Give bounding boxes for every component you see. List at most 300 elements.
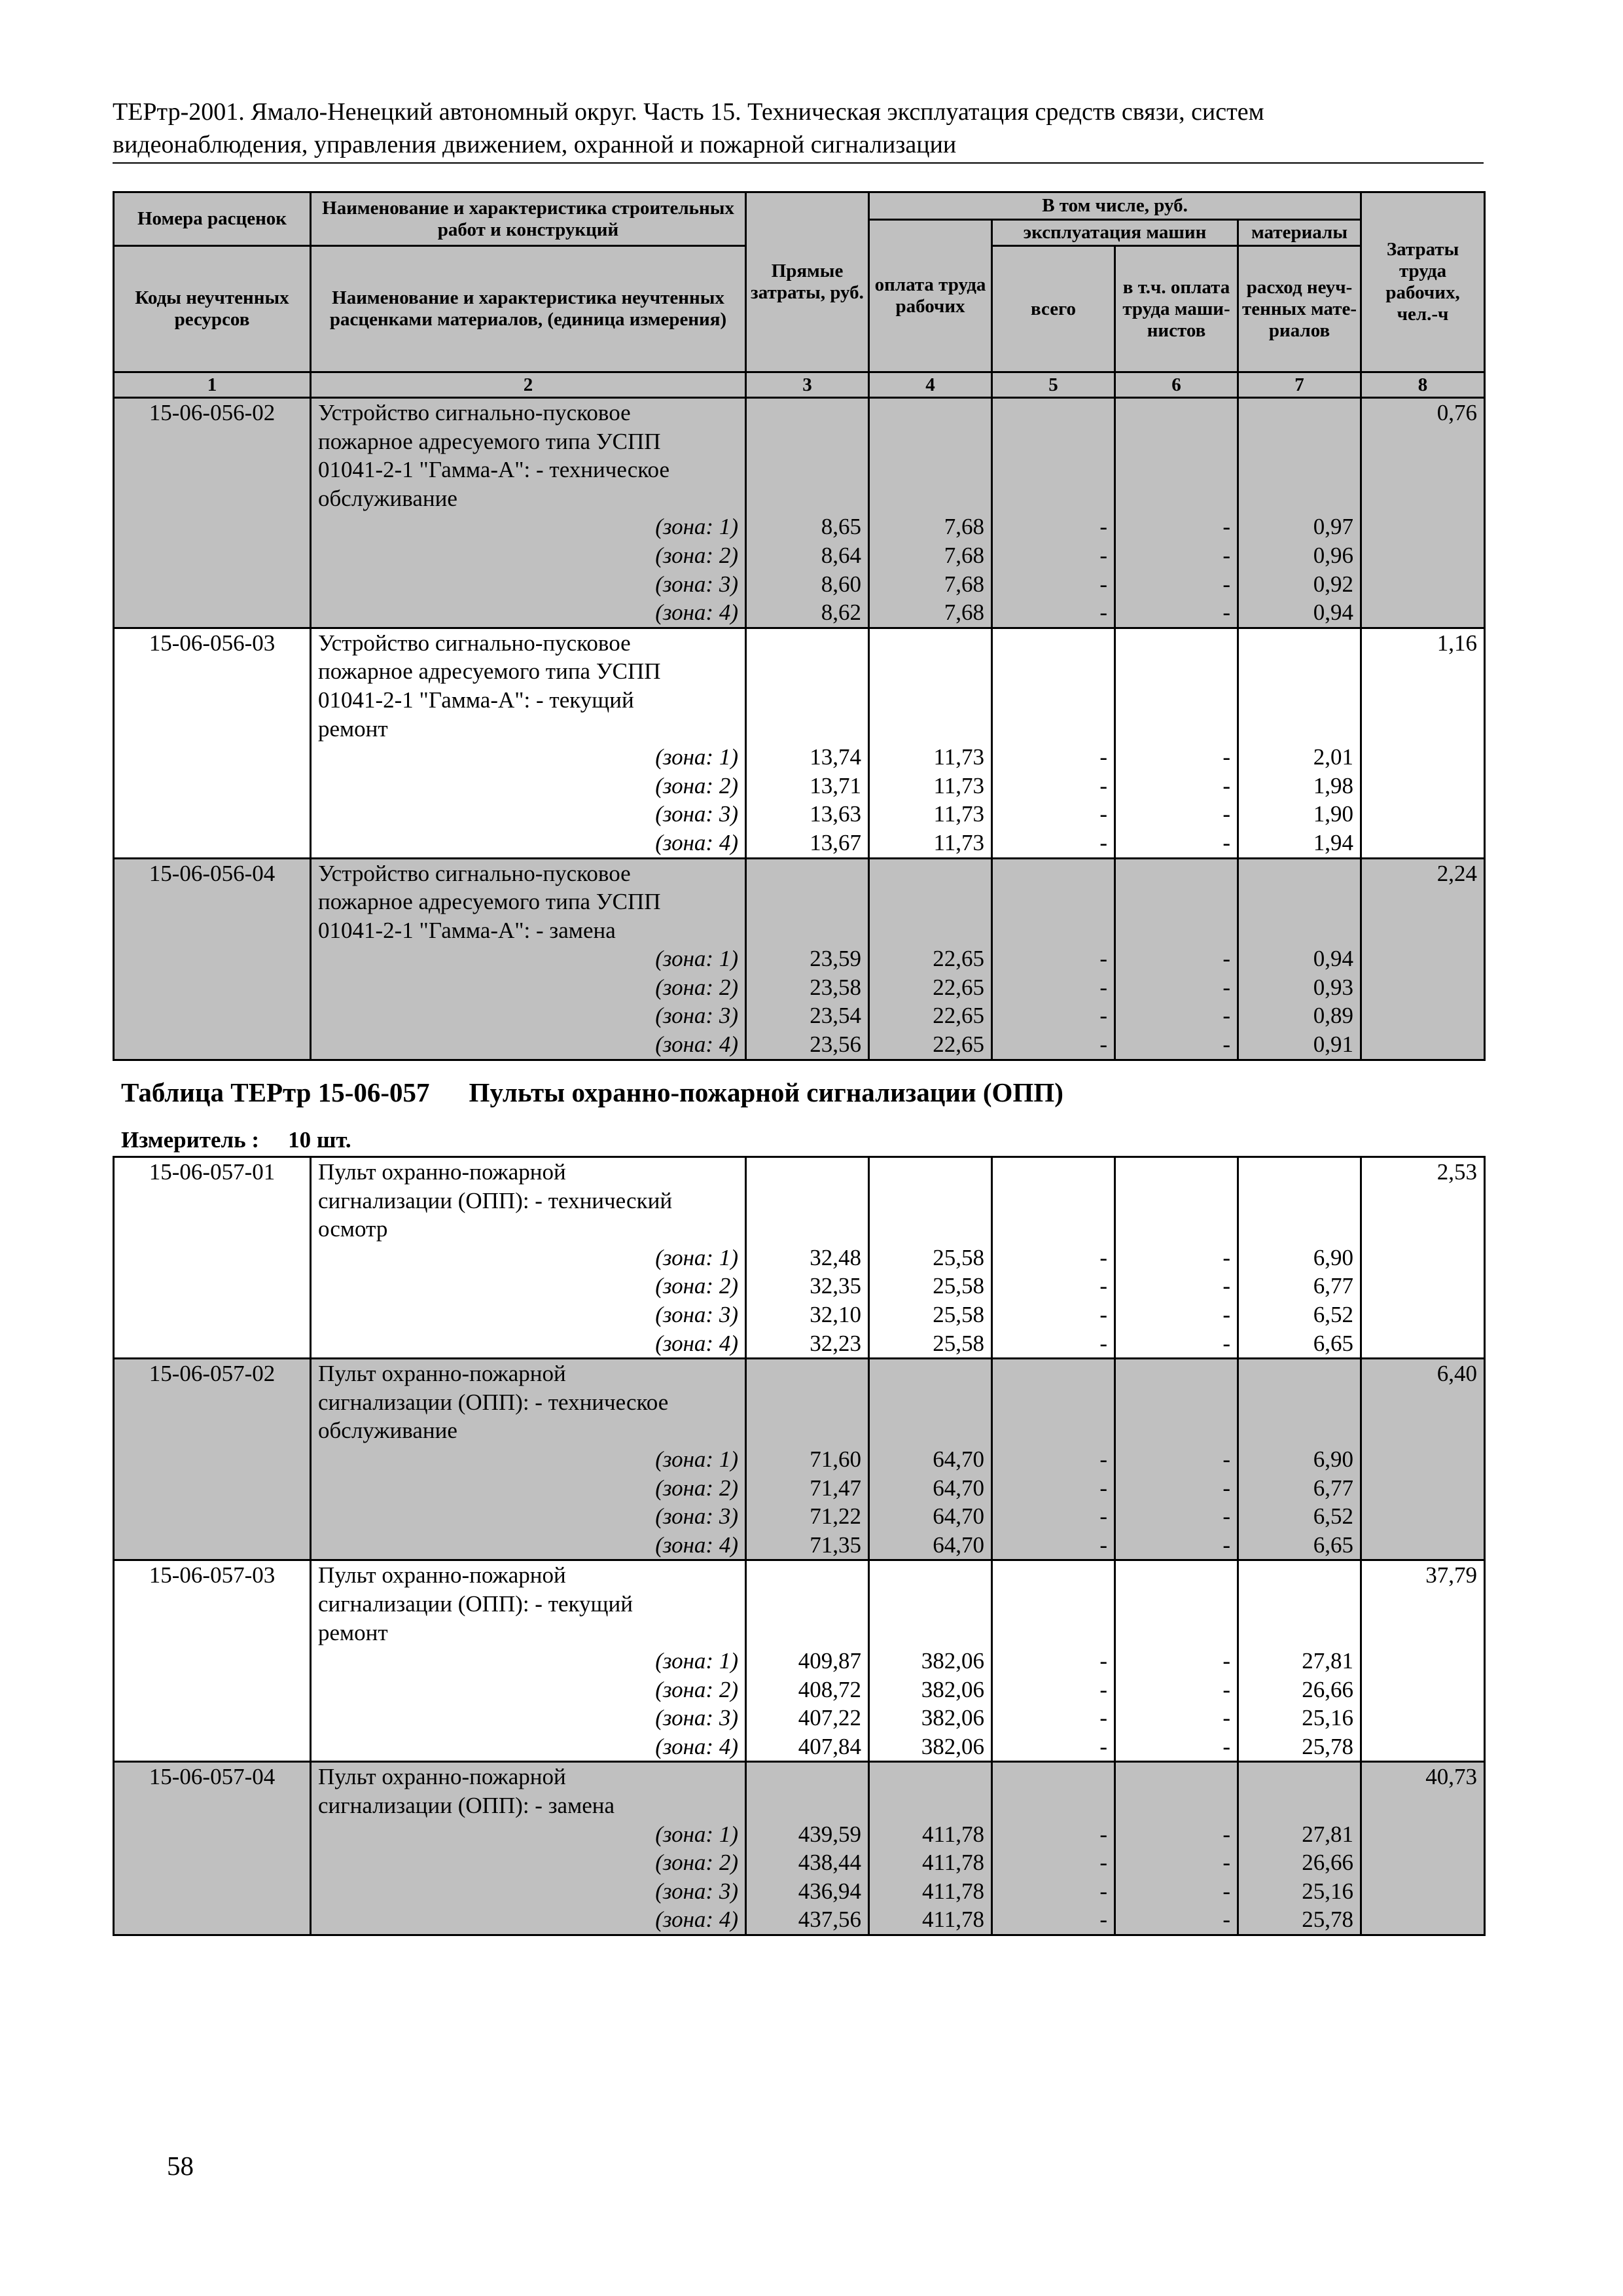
- operator-wage: -: [1222, 829, 1230, 855]
- zone-label: (зона: 1): [655, 1244, 738, 1270]
- spacer: [1245, 399, 1353, 427]
- direct-cost: 23,59: [810, 946, 861, 972]
- spacer: [753, 1187, 861, 1215]
- operator-wage: -: [1222, 974, 1230, 1000]
- direct-cost: 437,56: [798, 1907, 861, 1933]
- direct-cost-cell: [746, 1359, 869, 1560]
- direct-cost: 13,71: [810, 772, 861, 798]
- worker-wage-cell: [869, 1560, 992, 1762]
- zone-label: (зона: 1): [655, 1446, 738, 1472]
- spacer: [876, 1619, 984, 1647]
- header-line-1: ТЕРтр-2001. Ямало-Ненецкий автономный округ. Часть 15. Техническая эксплуатация средств связи, систем: [113, 98, 1264, 126]
- operator-wage: -: [1222, 1503, 1230, 1530]
- operator-wage: -: [1222, 1475, 1230, 1501]
- col-wage-header: оплата труда рабочих: [869, 220, 992, 372]
- spacer: [876, 399, 984, 427]
- machines-total-cell: [992, 1762, 1115, 1935]
- spacer: [1122, 399, 1230, 427]
- table-row: [114, 1560, 1485, 1762]
- description-cell: [311, 858, 746, 1060]
- zone-label: (зона: 1): [655, 514, 738, 540]
- operator-wage: -: [1222, 1850, 1230, 1876]
- material-use: 2,01: [1313, 744, 1354, 770]
- rate-code: 15-06-056-03: [149, 630, 276, 656]
- spacer: [1245, 629, 1353, 658]
- spacer: [999, 1763, 1107, 1791]
- direct-cost: 8,64: [821, 542, 861, 568]
- spacer: [1122, 1590, 1230, 1619]
- col-direct-cost-header: Прямые затраты, руб.: [746, 192, 869, 372]
- description-cell: [311, 1157, 746, 1359]
- zone-label: (зона: 2): [655, 1850, 738, 1876]
- direct-cost: 71,35: [810, 1532, 861, 1558]
- col-material-use-header: расход неуч-тенных мате-риалов: [1238, 246, 1361, 372]
- material-use: 0,93: [1313, 974, 1354, 1000]
- direct-cost: 8,60: [821, 571, 861, 597]
- worker-wage: 64,70: [933, 1532, 984, 1558]
- worker-wage: 64,70: [933, 1475, 984, 1501]
- col-number: 5: [992, 372, 1115, 398]
- zone-label: (зона: 1): [655, 1648, 738, 1674]
- worker-wage: 382,06: [921, 1705, 984, 1731]
- description-line: Пульт охранно-пожарной: [318, 1562, 566, 1588]
- material-use: 1,90: [1313, 801, 1354, 827]
- col-materials-name-header: Наименование и характеристика неучтенных расценками материалов, (единица измерения): [311, 246, 746, 372]
- direct-cost-cell: [746, 1157, 869, 1359]
- direct-cost: 23,58: [810, 974, 861, 1000]
- operator-wage: -: [1222, 1244, 1230, 1270]
- material-use: 25,78: [1302, 1907, 1353, 1933]
- rate-code: 15-06-057-02: [149, 1361, 276, 1387]
- spacer: [876, 715, 984, 744]
- material-use-cell: [1238, 398, 1361, 628]
- machines-total: -: [1099, 600, 1107, 626]
- spacer: [1245, 715, 1353, 744]
- material-use: 6,52: [1313, 1503, 1353, 1530]
- spacer: [753, 456, 861, 484]
- worker-wage-cell: [869, 1359, 992, 1560]
- material-use: 27,81: [1302, 1648, 1353, 1674]
- labor-value: 40,73: [1425, 1764, 1477, 1790]
- zone-label: (зона: 3): [655, 1705, 738, 1731]
- machines-total: -: [1099, 1273, 1107, 1299]
- table-row: [114, 628, 1485, 858]
- operator-wage-cell: [1115, 398, 1238, 628]
- spacer: [753, 1561, 861, 1590]
- spacer: [1122, 1763, 1230, 1791]
- description-line: Пульт охранно-пожарной: [318, 1159, 566, 1185]
- worker-wage: 22,65: [933, 974, 984, 1000]
- machines-total: -: [1099, 1821, 1107, 1847]
- worker-wage: 25,58: [933, 1330, 984, 1356]
- rate-code: 15-06-057-03: [149, 1562, 276, 1588]
- col-number: 2: [311, 372, 746, 398]
- spacer: [999, 1187, 1107, 1215]
- material-use: 0,92: [1313, 571, 1354, 597]
- operator-wage: -: [1222, 744, 1230, 770]
- description-line: ремонт: [318, 715, 388, 742]
- rates-table-056: [113, 191, 1486, 1061]
- zone-label: (зона: 3): [655, 1878, 738, 1904]
- spacer: [1245, 686, 1353, 715]
- spacer: [876, 1359, 984, 1388]
- machines-total-cell: [992, 1359, 1115, 1560]
- material-use: 0,94: [1313, 946, 1354, 972]
- direct-cost: 8,62: [821, 600, 861, 626]
- spacer: [1245, 1561, 1353, 1590]
- spacer: [1122, 484, 1230, 513]
- description-line: сигнализации (ОПП): - замена: [318, 1793, 615, 1819]
- zone-label: (зона: 4): [655, 829, 738, 855]
- spacer: [1245, 916, 1353, 945]
- spacer: [1122, 1416, 1230, 1445]
- description-cell: [311, 398, 746, 628]
- rate-code: 15-06-056-02: [149, 400, 276, 425]
- zone-label: (зона: 2): [655, 1676, 738, 1702]
- spacer: [876, 686, 984, 715]
- material-use: 6,90: [1313, 1446, 1353, 1472]
- material-use: 27,81: [1302, 1821, 1353, 1847]
- spacer: [753, 715, 861, 744]
- operator-wage: -: [1222, 772, 1230, 798]
- spacer: [753, 916, 861, 945]
- spacer: [1245, 1619, 1353, 1647]
- material-use: 6,90: [1313, 1244, 1353, 1270]
- labor-cell: [1361, 628, 1485, 858]
- worker-wage-cell: [869, 1762, 992, 1935]
- description-line: 01041-2-1 "Гамма-А": - техническое: [318, 457, 669, 483]
- zone-label: (зона: 3): [655, 801, 738, 827]
- machines-total-cell: [992, 628, 1115, 858]
- zone-label: (зона: 3): [655, 1503, 738, 1530]
- spacer: [753, 1590, 861, 1619]
- operator-wage: -: [1222, 1733, 1230, 1759]
- spacer: [1245, 1215, 1353, 1244]
- operator-wage-cell: [1115, 1560, 1238, 1762]
- col-number: 8: [1361, 372, 1485, 398]
- spacer: [999, 1158, 1107, 1187]
- direct-cost: 13,67: [810, 829, 861, 855]
- spacer: [753, 1763, 861, 1791]
- spacer: [1245, 1388, 1353, 1417]
- machines-total: -: [1099, 1031, 1107, 1058]
- spacer: [876, 1187, 984, 1215]
- rate-code-cell: [114, 1359, 311, 1560]
- worker-wage: 411,78: [922, 1907, 984, 1933]
- spacer: [753, 1388, 861, 1417]
- machines-total: -: [1099, 1244, 1107, 1270]
- zone-label: (зона: 4): [655, 600, 738, 626]
- material-use: 6,77: [1313, 1475, 1353, 1501]
- spacer: [1122, 888, 1230, 916]
- description-line: сигнализации (ОПП): - технический: [318, 1187, 673, 1213]
- zone-label: (зона: 4): [655, 1733, 738, 1759]
- zone-label: (зона: 2): [655, 974, 738, 1000]
- labor-cell: [1361, 858, 1485, 1060]
- description-line: пожарное адресуемого типа УСПП: [318, 428, 661, 454]
- spacer: [876, 888, 984, 916]
- table-row: [114, 1359, 1485, 1560]
- labor-cell: [1361, 398, 1485, 628]
- spacer: [753, 1215, 861, 1244]
- spacer: [1245, 1187, 1353, 1215]
- worker-wage: 382,06: [921, 1648, 984, 1674]
- spacer: [1122, 1791, 1230, 1820]
- col-number: 6: [1115, 372, 1238, 398]
- machines-total: -: [1099, 1301, 1107, 1327]
- machines-total: -: [1099, 1503, 1107, 1530]
- machines-total: -: [1099, 946, 1107, 972]
- direct-cost: 32,23: [810, 1330, 861, 1356]
- rate-code-cell: [114, 628, 311, 858]
- direct-cost: 8,65: [821, 514, 861, 540]
- material-use: 6,52: [1313, 1301, 1353, 1327]
- material-use: 25,16: [1302, 1878, 1353, 1904]
- spacer: [876, 1590, 984, 1619]
- zone-label: (зона: 2): [655, 1475, 738, 1501]
- spacer: [753, 1416, 861, 1445]
- spacer: [1122, 859, 1230, 888]
- material-use-cell: [1238, 858, 1361, 1060]
- worker-wage-cell: [869, 398, 992, 628]
- measure-value: 10 шт.: [288, 1127, 351, 1153]
- description-cell: [311, 1560, 746, 1762]
- description-line: Пульт охранно-пожарной: [318, 1764, 566, 1790]
- operator-wage: -: [1222, 1648, 1230, 1674]
- material-use-cell: [1238, 1560, 1361, 1762]
- description-line: 01041-2-1 "Гамма-А": - замена: [318, 917, 616, 943]
- spacer: [999, 456, 1107, 484]
- operator-wage: -: [1222, 600, 1230, 626]
- worker-wage: 25,58: [933, 1273, 984, 1299]
- spacer: [999, 1388, 1107, 1417]
- worker-wage: 25,58: [933, 1244, 984, 1270]
- operator-wage: -: [1222, 1273, 1230, 1299]
- spacer: [753, 1359, 861, 1388]
- spacer: [999, 1791, 1107, 1820]
- table-header: [114, 192, 1485, 398]
- table-title: [121, 1077, 1063, 1108]
- operator-wage-cell: [1115, 1157, 1238, 1359]
- rate-code: 15-06-057-01: [149, 1159, 276, 1185]
- worker-wage: 411,78: [922, 1821, 984, 1847]
- direct-cost: 407,84: [798, 1733, 861, 1759]
- direct-cost: 32,10: [810, 1301, 861, 1327]
- spacer: [753, 657, 861, 686]
- worker-wage: 11,73: [933, 829, 984, 855]
- zone-label: (зона: 1): [655, 1821, 738, 1847]
- rate-code-cell: [114, 398, 311, 628]
- description-cell: [311, 1762, 746, 1935]
- spacer: [1122, 629, 1230, 658]
- rate-code-cell: [114, 858, 311, 1060]
- spacer: [1122, 1388, 1230, 1417]
- col-number: 4: [869, 372, 992, 398]
- operator-wage-cell: [1115, 858, 1238, 1060]
- direct-cost: 438,44: [798, 1850, 861, 1876]
- direct-cost: 32,48: [810, 1244, 861, 1270]
- description-line: Устройство сигнально-пусковое: [318, 400, 631, 425]
- spacer: [753, 399, 861, 427]
- description-line: пожарное адресуемого типа УСПП: [318, 658, 661, 685]
- description-line: сигнализации (ОПП): - текущий: [318, 1590, 633, 1617]
- spacer: [876, 1388, 984, 1417]
- zone-label: (зона: 4): [655, 1907, 738, 1933]
- table-row: [114, 1762, 1485, 1935]
- description-line: Пульт охранно-пожарной: [318, 1361, 566, 1387]
- table-row: [114, 858, 1485, 1060]
- spacer: [876, 859, 984, 888]
- machines-total: -: [1099, 744, 1107, 770]
- direct-cost-cell: [746, 628, 869, 858]
- spacer: [1122, 916, 1230, 945]
- spacer: [1122, 715, 1230, 744]
- including-header: В том числе, руб.: [869, 192, 1361, 220]
- description-line: обслуживание: [318, 1418, 457, 1444]
- worker-wage-cell: [869, 1157, 992, 1359]
- material-use: 0,97: [1313, 514, 1354, 540]
- description-line: сигнализации (ОПП): - техническое: [318, 1389, 669, 1415]
- worker-wage: 11,73: [933, 801, 984, 827]
- rates-table-057: [113, 1156, 1486, 1936]
- col-work-name-header: Наименование и характеристика строительных работ и конструкций: [311, 192, 746, 246]
- material-use: 1,98: [1313, 772, 1354, 798]
- col-rate-number-header: Номера расценок: [114, 192, 311, 246]
- spacer: [1245, 888, 1353, 916]
- direct-cost: 23,54: [810, 1003, 861, 1029]
- rate-code-cell: [114, 1157, 311, 1359]
- material-use: 0,89: [1313, 1003, 1354, 1029]
- operator-wage-cell: [1115, 1762, 1238, 1935]
- operator-wage: -: [1222, 1676, 1230, 1702]
- operator-wage: -: [1222, 1821, 1230, 1847]
- zone-label: (зона: 3): [655, 1301, 738, 1327]
- machines-total: -: [1099, 514, 1107, 540]
- zone-label: (зона: 4): [655, 1532, 738, 1558]
- operator-wage: -: [1222, 571, 1230, 597]
- operator-wage: -: [1222, 801, 1230, 827]
- rate-code: 15-06-057-04: [149, 1764, 276, 1790]
- spacer: [1122, 1215, 1230, 1244]
- spacer: [999, 399, 1107, 427]
- operator-wage: -: [1222, 1532, 1230, 1558]
- spacer: [1245, 657, 1353, 686]
- machines-total: -: [1099, 1705, 1107, 1731]
- spacer: [753, 427, 861, 456]
- table-row: [114, 1157, 1485, 1359]
- measure-line: [121, 1127, 351, 1153]
- description-line: Устройство сигнально-пусковое: [318, 860, 631, 886]
- material-use-cell: [1238, 1762, 1361, 1935]
- spacer: [1245, 1763, 1353, 1791]
- spacer: [876, 1416, 984, 1445]
- spacer: [753, 859, 861, 888]
- description-line: 01041-2-1 "Гамма-А": - текущий: [318, 687, 634, 713]
- worker-wage: 64,70: [933, 1503, 984, 1530]
- spacer: [1245, 427, 1353, 456]
- spacer: [999, 1619, 1107, 1647]
- spacer: [1122, 657, 1230, 686]
- worker-wage: 411,78: [922, 1850, 984, 1876]
- direct-cost-cell: [746, 1560, 869, 1762]
- labor-value: 0,76: [1436, 400, 1478, 425]
- zone-label: (зона: 3): [655, 1003, 738, 1029]
- machines-total: -: [1099, 1676, 1107, 1702]
- spacer: [999, 1359, 1107, 1388]
- machines-total: -: [1099, 1446, 1107, 1472]
- material-use: 0,94: [1313, 600, 1354, 626]
- labor-value: 6,40: [1436, 1361, 1477, 1387]
- material-use: 0,96: [1313, 542, 1354, 568]
- spacer: [1122, 1359, 1230, 1388]
- machines-total: -: [1099, 1733, 1107, 1759]
- direct-cost: 408,72: [798, 1676, 861, 1702]
- spacer: [876, 1561, 984, 1590]
- spacer: [1122, 1561, 1230, 1590]
- spacer: [876, 1763, 984, 1791]
- operator-wage: -: [1222, 1446, 1230, 1472]
- description-line: ремонт: [318, 1619, 388, 1645]
- col-operator-wage-header: в т.ч. оплата труда маши-нистов: [1115, 246, 1238, 372]
- machines-total: -: [1099, 1003, 1107, 1029]
- rate-code-cell: [114, 1762, 311, 1935]
- direct-cost: 71,47: [810, 1475, 861, 1501]
- machines-total-cell: [992, 1560, 1115, 1762]
- description-line: пожарное адресуемого типа УСПП: [318, 889, 661, 915]
- material-use: 26,66: [1302, 1850, 1353, 1876]
- col-labor-header: Затраты труда рабочих, чел.-ч: [1361, 192, 1485, 372]
- machines-total: -: [1099, 542, 1107, 568]
- spacer: [999, 715, 1107, 744]
- spacer: [999, 888, 1107, 916]
- machines-total: -: [1099, 829, 1107, 855]
- material-use: 0,91: [1313, 1031, 1354, 1058]
- material-use-cell: [1238, 1359, 1361, 1560]
- worker-wage: 25,58: [933, 1301, 984, 1327]
- worker-wage-cell: [869, 858, 992, 1060]
- spacer: [876, 916, 984, 945]
- rate-code-cell: [114, 1560, 311, 1762]
- spacer: [876, 456, 984, 484]
- worker-wage: 382,06: [921, 1676, 984, 1702]
- spacer: [999, 1590, 1107, 1619]
- worker-wage: 11,73: [933, 772, 984, 798]
- direct-cost-cell: [746, 398, 869, 628]
- table-body: [114, 398, 1485, 1060]
- spacer: [999, 657, 1107, 686]
- labor-cell: [1361, 1157, 1485, 1359]
- spacer: [999, 1215, 1107, 1244]
- zone-label: (зона: 2): [655, 772, 738, 798]
- direct-cost: 23,56: [810, 1031, 861, 1058]
- table-row: [114, 398, 1485, 628]
- table-name: Пульты охранно-пожарной сигнализации (ОПП): [469, 1077, 1063, 1107]
- operator-wage-cell: [1115, 1359, 1238, 1560]
- material-use: 25,78: [1302, 1733, 1353, 1759]
- spacer: [1122, 456, 1230, 484]
- operator-wage: -: [1222, 946, 1230, 972]
- page-number: 58: [167, 2151, 194, 2181]
- direct-cost: 32,35: [810, 1273, 861, 1299]
- table-body: [114, 1157, 1485, 1935]
- direct-cost: 409,87: [798, 1648, 861, 1674]
- measure-label: Измеритель :: [121, 1127, 260, 1153]
- worker-wage: 64,70: [933, 1446, 984, 1472]
- labor-cell: [1361, 1560, 1485, 1762]
- operator-wage: -: [1222, 1301, 1230, 1327]
- labor-value: 2,53: [1436, 1159, 1477, 1185]
- description-cell: [311, 628, 746, 858]
